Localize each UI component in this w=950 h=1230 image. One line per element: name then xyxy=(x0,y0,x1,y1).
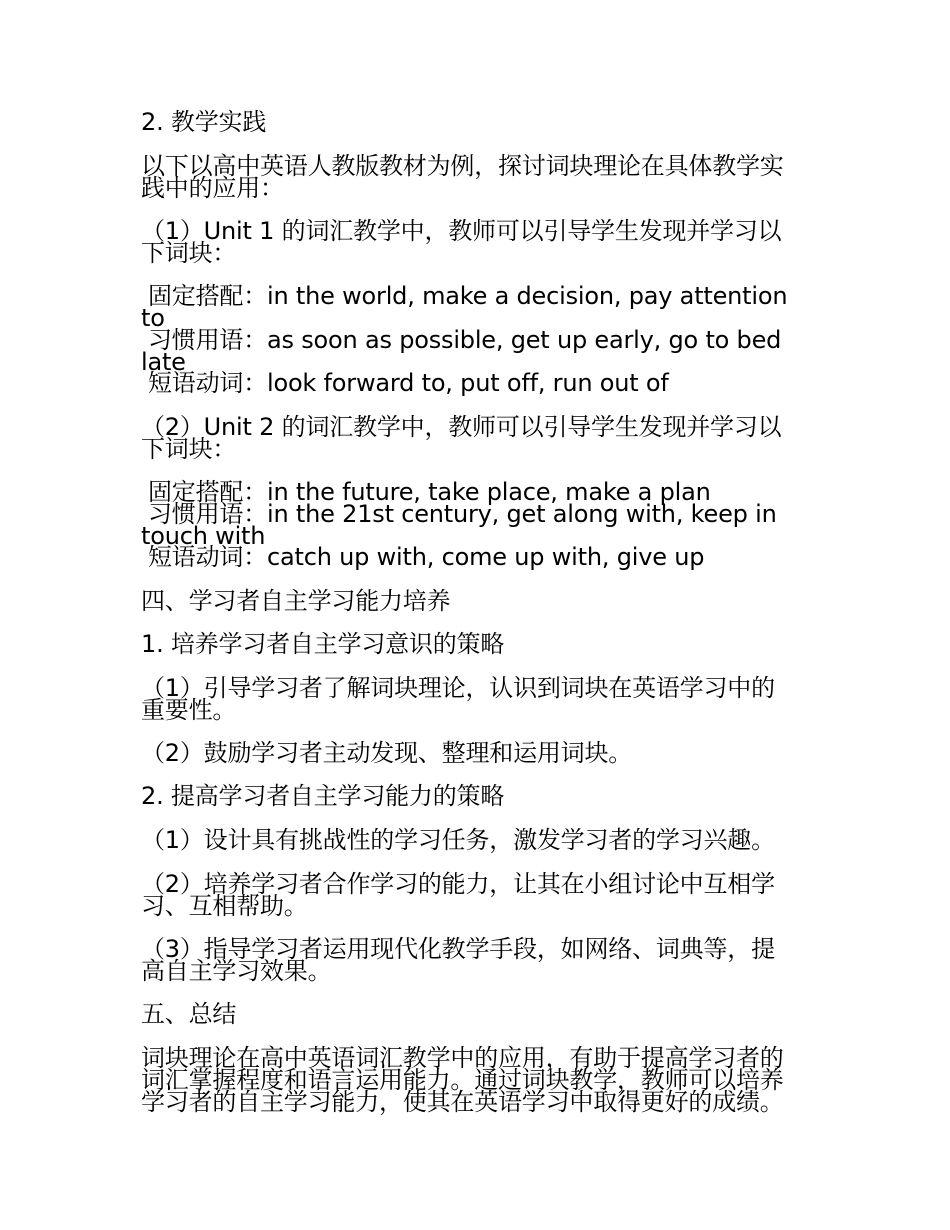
section-heading-summary: 五、总结 xyxy=(141,1000,237,1028)
chunk-list-line: touch with xyxy=(141,522,266,550)
paragraph-line: （3）指导学习者运用现代化教学手段，如网络、词典等，提 xyxy=(141,935,775,963)
section-heading-teaching-practice: 2. 教学实践 xyxy=(141,108,267,136)
paragraph-line: （1）设计具有挑战性的学习任务，激发学习者的学习兴趣。 xyxy=(141,826,775,854)
chunk-list-line: 短语动词：catch up with, come up with, give up xyxy=(148,543,705,571)
chunk-list-line: 习惯用语：as soon as possible, get up early, go to bed xyxy=(148,326,782,354)
chunk-list-line: late xyxy=(141,348,186,376)
chunk-list-line: 习惯用语：in the 21st century, get along with, keep in xyxy=(148,500,777,528)
paragraph-line: 重要性。 xyxy=(141,696,237,724)
paragraph-line: （2）鼓励学习者主动发现、整理和运用词块。 xyxy=(141,739,633,767)
paragraph-line: 下词块： xyxy=(141,435,237,463)
chunk-list-line: to xyxy=(141,304,165,332)
paragraph-line: （1）Unit 1 的词汇教学中，教师可以引导学生发现并学习以 xyxy=(141,217,782,245)
paragraph-line: 习、互相帮助。 xyxy=(141,892,308,920)
chunk-list-line: 短语动词：look forward to, put off, run out of xyxy=(148,369,669,397)
paragraph-line: 下词块： xyxy=(141,239,237,267)
paragraph-line: （1）引导学习者了解词块理论，认识到词块在英语学习中的 xyxy=(141,674,775,702)
paragraph-line: 词汇掌握程度和语言运用能力。通过词块教学，教师可以培养 xyxy=(141,1066,784,1094)
paragraph-line: 词块理论在高中英语词汇教学中的应用，有助于提高学习者的 xyxy=(141,1044,784,1072)
paragraph-line: 学习者的自主学习能力，使其在英语学习中取得更好的成绩。 xyxy=(141,1088,784,1116)
section-heading-autonomous-learning: 四、学习者自主学习能力培养 xyxy=(141,587,451,615)
chunk-list-line: 固定搭配：in the future, take place, make a plan xyxy=(148,478,711,506)
chunk-list-line: 固定搭配：in the world, make a decision, pay attention xyxy=(148,282,788,310)
paragraph-line: 以下以高中英语人教版教材为例，探讨词块理论在具体教学实 xyxy=(141,152,784,180)
subsection-heading: 1. 培养学习者自主学习意识的策略 xyxy=(141,630,505,658)
paragraph-line: （2）培养学习者合作学习的能力，让其在小组讨论中互相学 xyxy=(141,870,775,898)
paragraph-line: 践中的应用： xyxy=(141,174,284,202)
subsection-heading: 2. 提高学习者自主学习能力的策略 xyxy=(141,782,505,810)
paragraph-line: （2）Unit 2 的词汇教学中，教师可以引导学生发现并学习以 xyxy=(141,413,782,441)
document-page xyxy=(141,0,821,1230)
paragraph-line: 高自主学习效果。 xyxy=(141,957,332,985)
